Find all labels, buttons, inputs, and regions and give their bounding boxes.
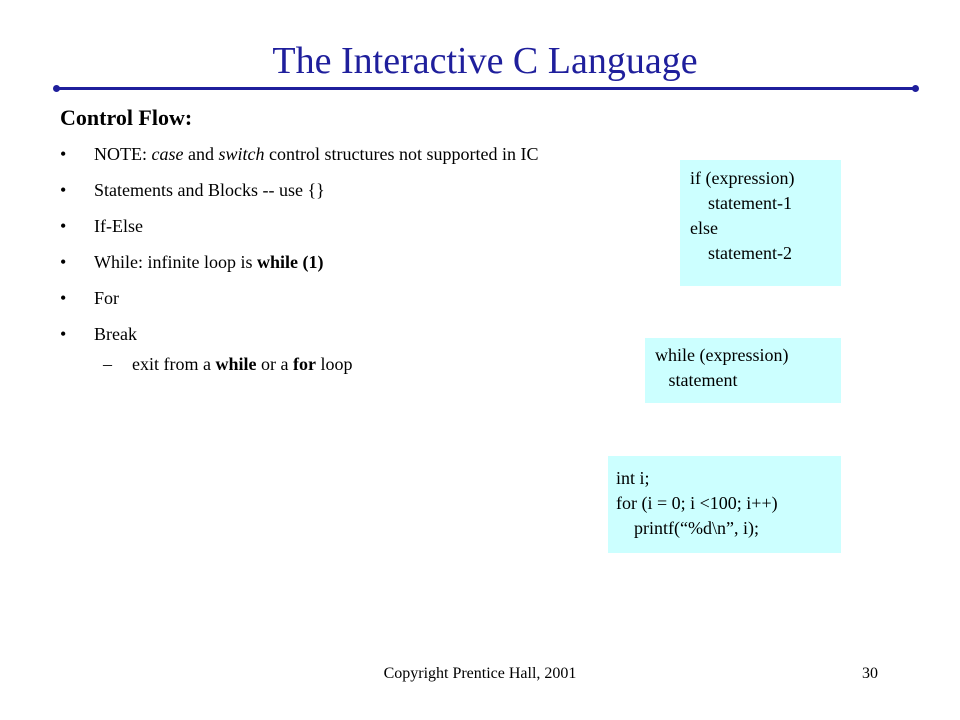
code-line: statement (655, 370, 738, 390)
keyword-switch: switch (218, 144, 265, 164)
bullet-text: For (94, 288, 120, 308)
bullet-item-note (60, 142, 560, 166)
bullet-item-for (60, 286, 560, 310)
code-line: int i; (616, 468, 650, 488)
bullet-dot: • (60, 144, 67, 164)
keyword-while-1: while (1) (256, 252, 324, 272)
sub-bullet-text: exit from a (132, 354, 216, 374)
bullet-dot: • (60, 288, 67, 308)
sub-bullet-break (60, 352, 560, 376)
bullet-text: Statements and Blocks -- use {} (94, 180, 325, 200)
keyword-case: case (151, 144, 184, 164)
sub-bullet-text: or a (256, 354, 293, 374)
sub-bullet-text: loop (315, 354, 353, 374)
bullet-list (60, 142, 560, 376)
bullet-dot: • (60, 252, 67, 272)
bullet-item-if-else (60, 214, 560, 238)
code-box-if-else (680, 160, 841, 286)
bullet-dot: • (60, 324, 67, 344)
keyword-for: for (292, 354, 316, 374)
bullet-item-statements (60, 178, 560, 202)
code-line: for (i = 0; i <100; i++) (616, 493, 778, 513)
section-heading: Control Flow: (60, 105, 193, 130)
bullet-text: control structures not supported in IC (264, 144, 539, 164)
title-rule (56, 87, 916, 90)
code-line: statement-2 (690, 243, 792, 263)
code-box-for (608, 456, 841, 553)
keyword-while: while (215, 354, 257, 374)
footer-copyright: Copyright Prentice Hall, 2001 (383, 665, 577, 682)
bullet-text: and (183, 144, 219, 164)
bullet-text: If-Else (94, 216, 143, 236)
bullet-item-break (60, 322, 560, 346)
sub-bullet-dash: – (103, 354, 112, 374)
code-line: while (expression) (655, 345, 789, 365)
code-line: statement-1 (690, 193, 792, 213)
code-box-while (645, 338, 841, 403)
code-line: else (690, 218, 718, 238)
bullet-dot: • (60, 180, 67, 200)
code-line: printf(“%d\n”, i); (616, 518, 759, 538)
bullet-text: While: infinite loop is (94, 252, 257, 272)
bullet-text: Break (94, 324, 137, 344)
slide-title: The Interactive C Language (272, 40, 698, 82)
page-number: 30 (862, 665, 878, 682)
rule-right-dot (912, 85, 919, 92)
bullet-text: NOTE: (94, 144, 152, 164)
bullet-item-while (60, 250, 560, 274)
bullet-dot: • (60, 216, 67, 236)
code-line: if (expression) (690, 168, 795, 188)
